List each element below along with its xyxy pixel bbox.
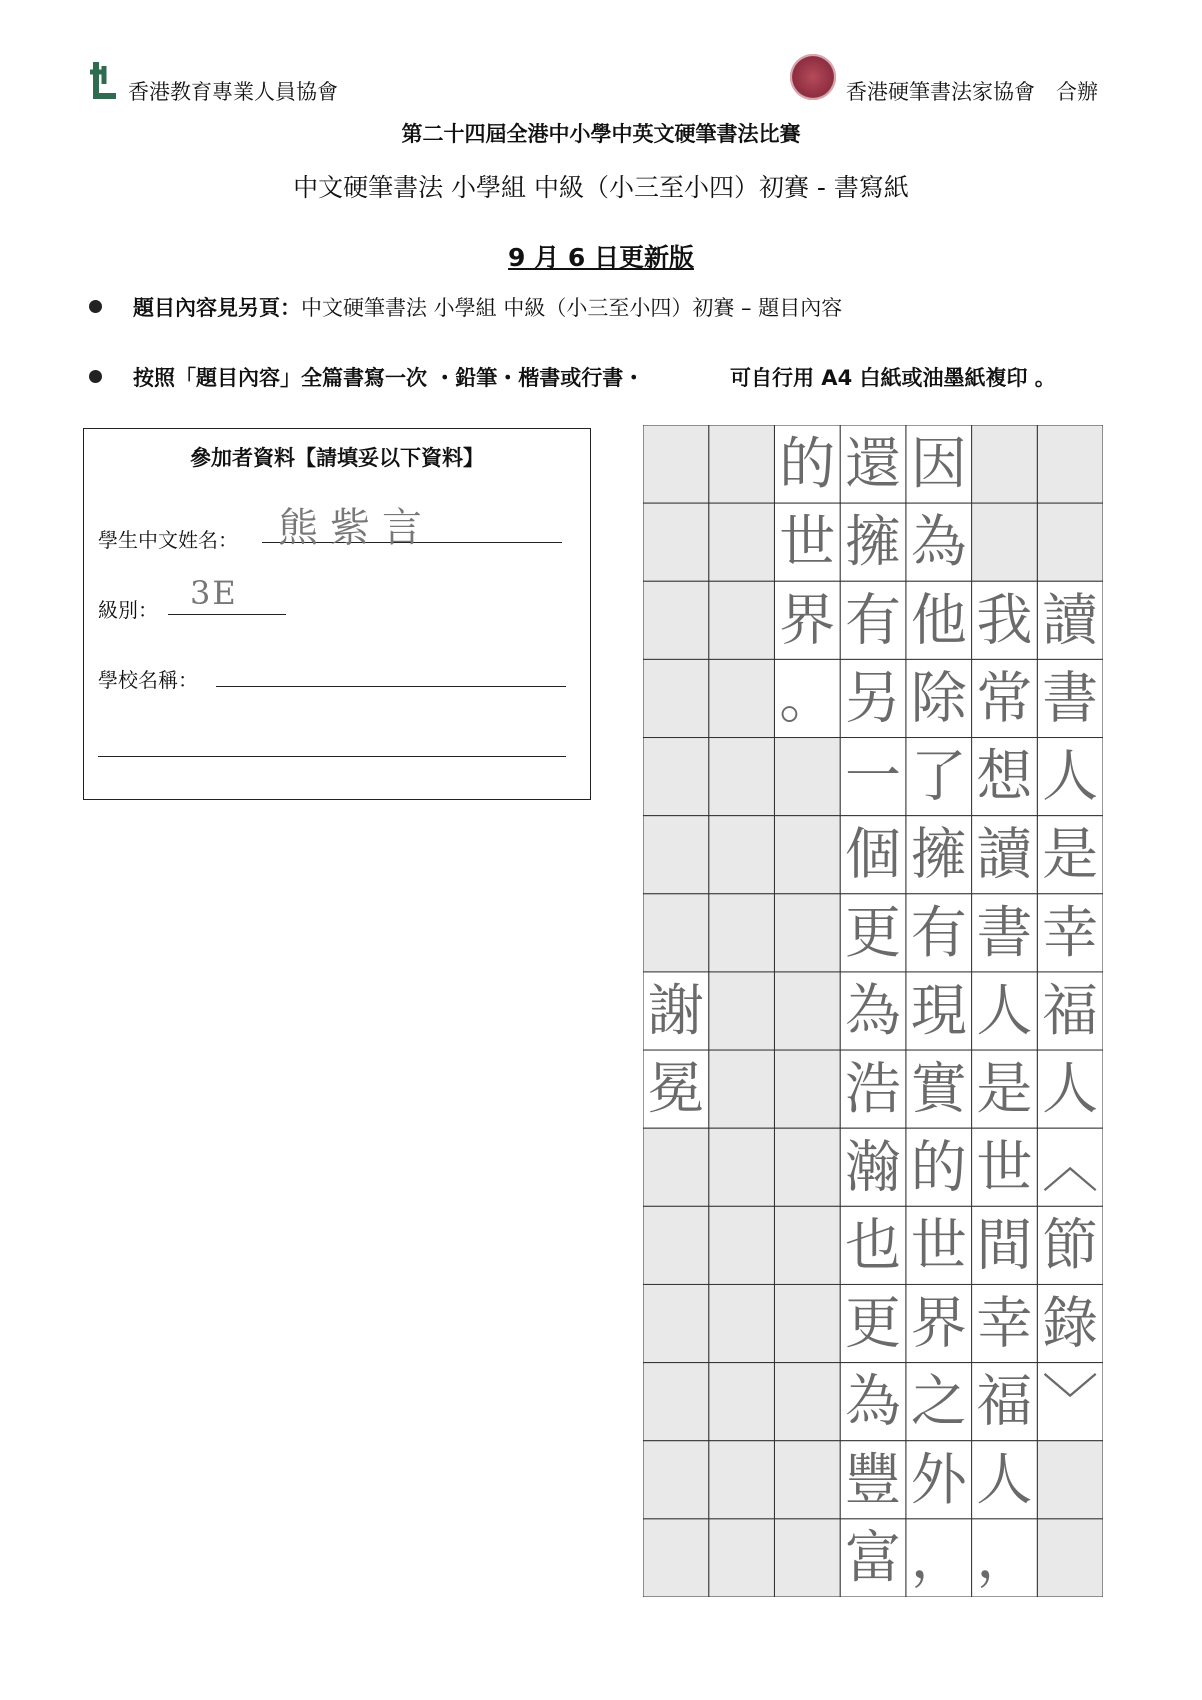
handwritten-char: 人 <box>1042 1057 1099 1123</box>
grid-cell[interactable] <box>643 816 709 894</box>
grid-cell[interactable] <box>774 738 840 816</box>
handwritten-char: 世 <box>910 1213 967 1279</box>
grid-cell[interactable] <box>774 1363 840 1441</box>
handwritten-char: 世 <box>779 510 836 576</box>
handwritten-char: 讀 <box>1042 588 1099 654</box>
grid-cell[interactable] <box>709 1363 775 1441</box>
handwritten-char: 人 <box>976 1447 1033 1513</box>
handwritten-char: 還 <box>845 432 901 498</box>
instruction-writing: 按照「題目內容」全篇書寫一次 ・鉛筆・楷書或行書・ <box>133 366 645 390</box>
handwritten-char: 的 <box>910 1135 967 1201</box>
handwritten-char: 幸 <box>1042 900 1099 966</box>
handwritten-char: 現 <box>910 979 967 1044</box>
name-value: 熊紫言 <box>278 505 434 551</box>
handwritten-char: 人 <box>1042 744 1099 810</box>
grid-cell[interactable] <box>774 1441 840 1519</box>
name-field[interactable] <box>262 505 562 551</box>
handwritten-char: 浩 <box>845 1057 901 1123</box>
grid-cell[interactable] <box>972 425 1038 503</box>
grid-cell[interactable] <box>643 1128 709 1206</box>
version-label: 9 月 6 日更新版 <box>508 243 694 272</box>
seal-icon <box>790 54 836 100</box>
grid-cell[interactable] <box>643 1519 709 1597</box>
grid-cell[interactable] <box>709 1050 775 1128</box>
grid-cell[interactable] <box>643 425 709 503</box>
handwritten-char: 了 <box>910 744 967 810</box>
handwritten-char: 他 <box>910 588 967 654</box>
paper-subtitle: 中文硬筆書法 小學組 中級（小三至小四）初賽 - 書寫紙 <box>293 173 909 202</box>
handwritten-char: 富 <box>845 1525 901 1591</box>
grid-cell[interactable] <box>709 894 775 972</box>
grid-cell[interactable] <box>643 503 709 581</box>
handwritten-char: 另 <box>845 666 901 732</box>
instruction-topic-text: 中文硬筆書法 小學組 中級（小三至小四）初賽 – 題目內容 <box>301 296 843 320</box>
handwritten-char: 世 <box>976 1135 1033 1201</box>
handwritten-char: 是 <box>1042 822 1099 888</box>
grid-cell[interactable] <box>972 503 1038 581</box>
grid-cell[interactable] <box>774 894 840 972</box>
grid-cell[interactable] <box>774 1206 840 1284</box>
handwritten-char: ﹀ <box>1042 1369 1099 1435</box>
name-label: 學生中文姓名： <box>98 528 238 552</box>
grid-cell[interactable] <box>643 738 709 816</box>
grid-cell[interactable] <box>774 816 840 894</box>
handwritten-char: 間 <box>976 1213 1033 1279</box>
grid-cell[interactable] <box>774 1519 840 1597</box>
grid-cell[interactable] <box>709 1128 775 1206</box>
school-field-line2[interactable] <box>98 720 566 757</box>
grid-cell[interactable] <box>709 503 775 581</box>
grid-cell[interactable] <box>643 1363 709 1441</box>
grid-cell[interactable] <box>643 1284 709 1362</box>
organizer-left: 香港教育專業人員協會 <box>128 80 338 104</box>
grid-cell[interactable] <box>643 894 709 972</box>
handwritten-char: 擁 <box>845 510 901 576</box>
grid-cell[interactable] <box>709 1284 775 1362</box>
handwritten-char: 瀚 <box>845 1135 901 1201</box>
handwritten-char: 之 <box>910 1369 967 1435</box>
grid-cell[interactable] <box>774 1128 840 1206</box>
participant-box-title: 參加者資料【請填妥以下資料】 <box>190 446 484 470</box>
class-field[interactable] <box>168 574 286 615</box>
grid-cell[interactable] <box>709 425 775 503</box>
grid-cell[interactable] <box>774 1050 840 1128</box>
handwritten-char: 實 <box>910 1057 967 1123</box>
instruction-topic <box>133 292 842 322</box>
association-logo-icon <box>86 58 120 102</box>
competition-title: 第二十四屆全港中小學中英文硬筆書法比賽 <box>401 122 801 146</box>
class-value: 3E <box>190 574 238 612</box>
handwritten-char: 福 <box>1042 979 1099 1044</box>
grid-cell[interactable] <box>643 659 709 737</box>
instruction-paper: 可自行用 A4 白紙或油墨紙複印 。 <box>730 366 1056 390</box>
grid-cell[interactable] <box>643 1441 709 1519</box>
handwritten-char: 為 <box>910 510 967 576</box>
grid-cell[interactable] <box>709 659 775 737</box>
handwritten-char: 讀 <box>976 822 1033 888</box>
handwritten-char: 更 <box>845 900 901 966</box>
handwritten-char: 為 <box>845 1369 901 1435</box>
handwritten-char: 的 <box>779 432 836 498</box>
handwritten-char: 節 <box>1042 1213 1099 1279</box>
grid-cell[interactable] <box>643 1206 709 1284</box>
grid-cell[interactable] <box>709 1206 775 1284</box>
grid-cell[interactable] <box>774 1284 840 1362</box>
handwritten-char: 擁 <box>910 822 967 888</box>
class-label: 級別： <box>98 598 158 622</box>
bullet-icon <box>89 300 102 313</box>
handwritten-char: 錄 <box>1042 1291 1099 1357</box>
handwritten-char: 想 <box>976 744 1033 810</box>
grid-cell[interactable] <box>709 1519 775 1597</box>
handwritten-char: 冕 <box>647 1057 704 1123</box>
handwritten-char: 書 <box>976 900 1033 966</box>
handwritten-char: 。 <box>779 666 836 732</box>
school-label: 學校名稱： <box>98 668 198 692</box>
handwritten-char: 除 <box>910 666 967 732</box>
handwritten-char: 福 <box>976 1369 1033 1435</box>
grid-cell[interactable] <box>1037 1441 1103 1519</box>
handwritten-char: 有 <box>910 900 967 966</box>
grid-cell[interactable] <box>1037 503 1103 581</box>
bullet-icon <box>89 370 102 383</box>
handwritten-char: 謝 <box>647 979 704 1044</box>
handwritten-char: 一 <box>845 744 901 810</box>
grid-cell[interactable] <box>1037 1519 1103 1597</box>
handwritten-char: 人 <box>976 979 1033 1044</box>
handwritten-char: 常 <box>976 666 1033 732</box>
grid-cell[interactable] <box>709 581 775 659</box>
handwritten-char: 也 <box>845 1213 901 1279</box>
handwritten-char: 我 <box>976 588 1033 654</box>
handwritten-char: 幸 <box>976 1291 1033 1357</box>
instruction-topic-label: 題目內容見另頁： <box>133 296 301 320</box>
handwritten-char: 更 <box>845 1291 901 1357</box>
handwritten-char: 外 <box>910 1447 967 1513</box>
handwritten-char: ︿ <box>1042 1135 1099 1201</box>
handwritten-char: 個 <box>845 822 901 888</box>
grid-cell[interactable] <box>643 581 709 659</box>
grid-cell[interactable] <box>709 816 775 894</box>
handwritten-char: ， <box>910 1525 967 1591</box>
handwritten-char: 界 <box>910 1291 967 1357</box>
handwritten-char: 界 <box>779 588 836 654</box>
school-field[interactable] <box>216 650 566 687</box>
handwritten-char: 因 <box>910 432 967 498</box>
handwritten-char: ， <box>976 1525 1033 1591</box>
organizer-right: 香港硬筆書法家協會 合辦 <box>846 80 1098 104</box>
handwritten-char: 書 <box>1042 666 1099 732</box>
grid-cell[interactable] <box>1037 425 1103 503</box>
grid-cell[interactable] <box>709 738 775 816</box>
handwritten-char: 是 <box>976 1057 1033 1123</box>
grid-cell[interactable] <box>709 972 775 1050</box>
handwritten-char: 有 <box>845 588 901 654</box>
handwritten-char: 豐 <box>845 1447 901 1513</box>
grid-cell[interactable] <box>709 1441 775 1519</box>
grid-cell[interactable] <box>774 972 840 1050</box>
handwritten-char: 為 <box>845 979 901 1044</box>
writing-grid <box>643 425 1103 1597</box>
